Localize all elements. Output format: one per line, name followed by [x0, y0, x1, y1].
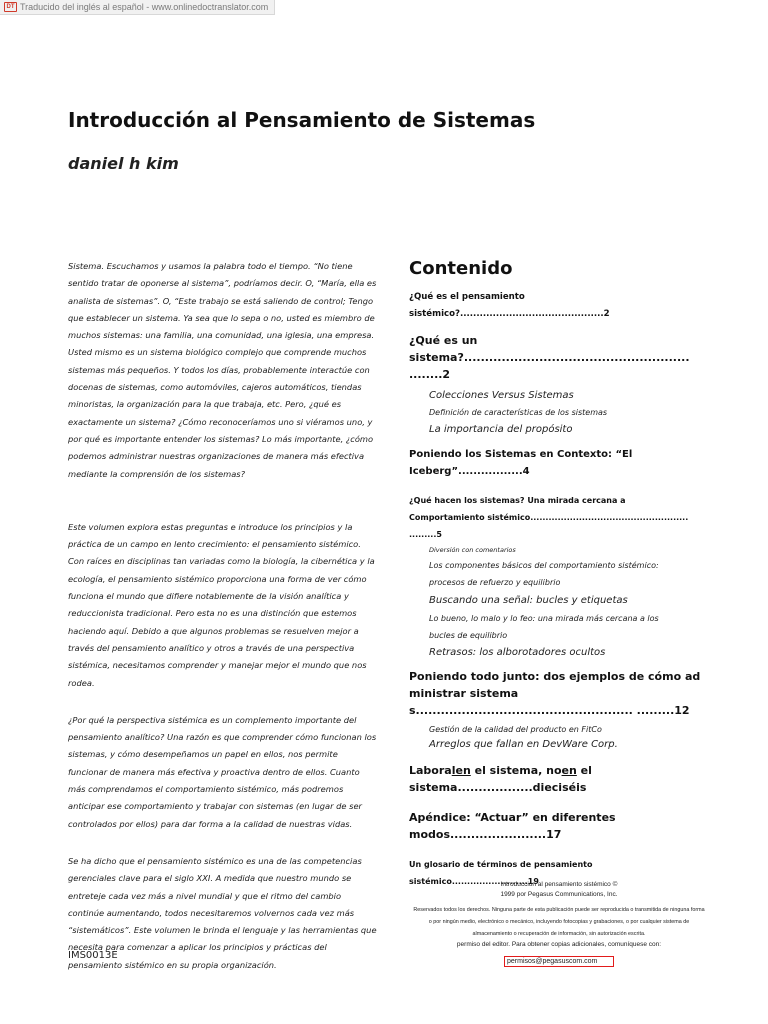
translator-logo-icon: DT [4, 2, 17, 12]
permissions-email-link[interactable]: permisos@pegasuscom.com [504, 956, 614, 967]
intro-paragraph-3: ¿Por qué la perspectiva sistémica es un complemento importante del pensamiento analítico? Una razón es que comprender cómo funcionan los sistemas, y cómo desempeñamos un papel en ellos, nos permite funcionar de manera más efectiva y proactiva dentro de ellos. Cuanto más comprendamos el comportamiento sistémico, más podremos anticipar ese comportamiento y trabajar con sistemas (en lugar de ser controlados por ellos) para dar forma a la calidad de nuestras vidas. [68, 714, 377, 829]
intro-column [68, 258, 378, 974]
toc-entry-2[interactable]: ¿Qué es un sistema?...................................................... ........2 [409, 334, 690, 381]
intro-paragraph-1: Sistema. Escuchamos y usamos la palabra todo el tiempo. “No tiene sentido tratar de oponerse al sistema”, podríamos decir. O, “María, ella es analista de sistemas”. O, “Este trabajo se está saliendo de control; Tengo que establecer un sistema. Ya sea que lo sepa o no, usted es miembro de muchos sistemas: una familia, una comunidad, una iglesia, una empresa. Usted mismo es un sistema biológico complejo que comprende muchos sistemas más pequeños. Y todos los días, probablemente interactúe con docenas de sistemas, como automóviles, cajeros automáticos, tiendas minoristas, la organización para la que trabaja, etc. Pero, ¿qué es exactamente un sistema? ¿Cómo reconoceríamos uno si viéramos uno, y por qué es importante entender los sistemas? Lo más importante, ¿cómo podemos administrar nuestras organizaciones de manera más efectiva mediante la comprensión de los sistemas? [68, 261, 377, 479]
toc-sub-entry[interactable]: Gestión de la calidad del producto en FitCo [429, 725, 602, 734]
toc-sub-entry[interactable]: Los componentes básicos del comportamiento sistémico: procesos de refuerzo y equilibrio [429, 561, 659, 587]
toc-sub-entry[interactable]: Buscando una señal: bucles y etiquetas [429, 595, 628, 606]
toc-entry-5[interactable]: Poniendo todo junto: dos ejemplos de cómo administrar sistemas.................................................... .........12 [409, 670, 701, 717]
toc-entry-6-underlined: en [561, 764, 577, 777]
document-author: daniel h kim [68, 154, 179, 173]
intro-paragraph-2: Este volumen explora estas preguntas e introduce los principios y la práctica de un campo en lento crecimiento: el pensamiento sistémico. Con raíces en disciplinas tan variadas como la biología, la cibernética y la ecología, el pensamiento sistémico proporciona una forma de ver cómo funciona el mundo que difiere notablemente de la visión analítica y reduccionista tradicional. Pero esta no es una distinción que estemos haciendo aquí. Debido a que algunos problemas se resuelven mejor a través del pensamiento analítico y otros a través de una perspectiva sistémica, necesitamos comprender y manejar mejor el mundo que nos rodea. [68, 521, 375, 688]
table-of-contents [409, 258, 709, 890]
document-code: IMS0013E [68, 950, 118, 961]
rights-notice: Reservados todos los derechos. Ninguna parte de esta publicación puede ser reproducida o transmitida de ninguna forma o por ningún medio, electrónico o mecánico, incluyendo fotocopias y grabaciones, o por cualquier sistema de almacenamiento o recuperación de información, sin autorización escrita. [413, 907, 705, 937]
copyright-line-1: Introducción al pensamiento sistémico © [500, 881, 618, 888]
toc-entry-6[interactable] [409, 762, 709, 796]
copyright-line-2: 1999 por Pegasus Communications, Inc. [500, 891, 618, 898]
toc-entry-7[interactable]: Apéndice: “Actuar” en diferentes modos.......................17 [409, 811, 616, 841]
intro-paragraph-4: Se ha dicho que el pensamiento sistémico es una de las competencias gerenciales clave para el siglo XXI. A medida que nuestro mundo se entreteje cada vez más a nivel mundial y que el ritmo del cambio continúe aumentando, todos necesitaremos volvernos cada vez más “sistemáticos”. Este volumen le brinda el lenguaje y las herramientas que necesita para comenzar a aplicar los principios y prácticas del pensamiento sistémico en su propia organización. [68, 855, 377, 970]
toc-entry-6-part: el sistema, no [470, 764, 562, 777]
toc-entry-6-underlined: len [451, 764, 471, 777]
toc-entry-6-part: el sistema..................dieciséis [409, 764, 592, 794]
toc-sub-entry[interactable]: Definición de características de los sistemas [429, 408, 608, 417]
toc-sub-entry[interactable]: Lo bueno, lo malo y lo feo: una mirada más cercana a los bucles de equilibrio [429, 614, 659, 640]
translation-banner-text[interactable]: Traducido del inglés al español - www.onlinedoctranslator.com [20, 2, 269, 12]
copyright-footer [413, 880, 705, 968]
toc-entry-3[interactable]: Poniendo los Sistemas en Contexto: “El Iceberg”.................4 [409, 449, 633, 477]
toc-sub-entry[interactable]: Colecciones Versus Sistemas [429, 390, 574, 401]
toc-entry-4-line-1: ¿Qué hacen los sistemas? Una mirada cercana a [409, 496, 626, 505]
toc-entry-4[interactable] [409, 492, 709, 543]
toc-heading: Contenido [409, 258, 513, 279]
toc-sub-entry[interactable]: Retrasos: los alborotadores ocultos [429, 647, 606, 658]
toc-entry-4-line-2: Comportamiento sistémico.................................................... .........5 [409, 513, 689, 539]
toc-sub-entry[interactable]: La importancia del propósito [429, 424, 573, 435]
toc-entry-8[interactable]: Un glosario de términos de pensamiento sistémico.........................19 [409, 860, 593, 886]
document-title: Introducción al Pensamiento de Sistemas [68, 108, 536, 132]
toc-sub-entry[interactable]: Arreglos que fallan en DevWare Corp. [429, 739, 618, 750]
toc-sub-entry[interactable]: Diversión con comentarios [429, 546, 516, 554]
translation-banner[interactable] [0, 0, 275, 15]
permission-line: permiso del editor. Para obtener copias adicionales, comuníquese con: [456, 941, 662, 948]
toc-entry-6-part: Labora [409, 764, 452, 777]
toc-entry-1[interactable]: ¿Qué es el pensamiento sistémico?............................................2 [409, 292, 610, 319]
